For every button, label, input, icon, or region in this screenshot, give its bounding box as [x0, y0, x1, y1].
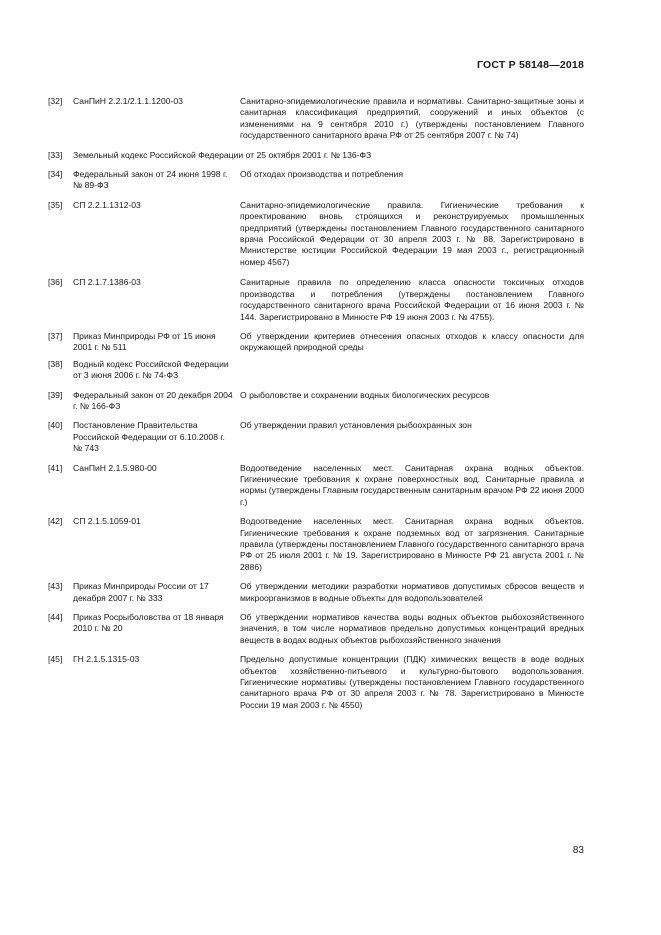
reference-item [48, 169, 584, 192]
reference-document: Приказ Минприроды России от 17 декабря 2007 г. № 333 [73, 581, 209, 603]
reference-document: СП 2.1.7.1386-03 [73, 277, 141, 288]
reference-item [48, 463, 584, 509]
reference-document: Приказ Росрыболовства от 18 января 2010 г. № 20 [73, 612, 224, 634]
reference-number: [39] [48, 389, 63, 400]
reference-description: Водоотведение населенных мест. Санитарная охрана водных объектов. Гигиенические требования к охране подземных вод от загрязнения. Санитарные правила (утверждены постановлением Главного государственного санитарного врача РФ от 25 июля 2001 г. № 19. Зарегистрировано в Минюсте РФ 21 августа 2001 г. № 2886) [240, 516, 584, 572]
reference-description: Санитарно-эпидемиологические правила и нормативы. Санитарно-защитные зоны и санитарная классификация предприятий, сооружений и иных объектов (с изменениями на 9 сентября 2010 г.) (утверждены постановлением Главного государственного санитарного врача РФ от 25 сентября 2007 г. № 74) [240, 96, 584, 141]
reference-description: Об утверждении правил установления рыбоохранных зон [240, 420, 472, 431]
reference-document: Постановление Правительства Российской Федерации от 6.10.2008 г. № 743 [73, 420, 225, 454]
reference-item [48, 331, 584, 354]
reference-description: Предельно допустимые концентрации (ПДК) химических веществ в воде водных объектов хозяйственно-питьевого и культурно-бытового водопользования. Гигиенические нормативы (утверждены постановлением Главного государственного санитарного врача РФ от 30 апреля 2003 г. № 78. Зарегистрировано в Минюсте России 19 мая 2003 г. № 4550) [240, 654, 584, 710]
reference-list [48, 96, 584, 711]
reference-document: Приказ Минприроды РФ от 15 июня 2001 г. № 511 [73, 330, 216, 353]
reference-document: Водный кодекс Российской Федерации от 3 июня 2006 г. № 74-ФЗ [73, 358, 229, 381]
reference-item [48, 200, 584, 268]
page-number: 83 [572, 845, 584, 856]
reference-number: [45] [48, 654, 63, 665]
reference-number: [32] [48, 96, 63, 106]
reference-description: Санитарные правила по определению класса опасности токсичных отходов производства и потребления (утверждены постановлением Главного государственного санитарного врача Российской Федерации от 16 июня 2003 г. № 144. Зарегистрировано в Минюсте РФ 19 июня 2003 г. № 4755). [240, 277, 584, 322]
reference-description: Об отходах производства и потребления [240, 169, 404, 180]
reference-number: [41] [48, 462, 63, 473]
reference-number: [35] [48, 199, 63, 210]
reference-document: Земельный кодекс Российской Федерации от 25 октября 2001 г. № 136-ФЗ [73, 149, 372, 160]
reference-description: Об утверждении методики разработки нормативов допустимых сбросов веществ и микроорганизмов в водные объекты для водопользователей [240, 581, 584, 603]
reference-item [48, 150, 584, 161]
reference-item [48, 390, 584, 413]
reference-document: Федеральный закон от 24 июня 1998 г. № 89-ФЗ [73, 169, 228, 191]
reference-number: [37] [48, 330, 63, 341]
reference-number: [40] [48, 420, 63, 431]
reference-document: Федеральный закон от 20 декабря 2004 г. № 166-ФЗ [73, 389, 233, 411]
reference-document: СП 2.1.5.1059-01 [73, 516, 141, 527]
reference-item [48, 581, 584, 604]
reference-description: Об утверждении критериев отнесения опасных отходов к классу опасности для окружающей природной среды [240, 330, 584, 353]
reference-item [48, 612, 584, 646]
reference-number: [44] [48, 612, 63, 623]
reference-description: Санитарно-эпидемиологические правила. Гигиенические требования к проектированию вновь строящихся и реконструируемых промышленных предприятий (утверждены постановлением Главного государственного санитарного врача Российской Федерации от 30 апреля 2003 г. № 88. Зарегистрировано в Министерстве юстиции Российской Федерации 19 мая 2003 г., регистрационный номер 4567) [240, 199, 584, 267]
document-standard-header: ГОСТ Р 58148—2018 [476, 59, 584, 71]
reference-number: [33] [48, 149, 63, 160]
reference-number: [34] [48, 169, 63, 180]
reference-item [48, 420, 584, 454]
reference-document: СП 2.2.1.1312-03 [73, 199, 141, 210]
reference-number: [36] [48, 277, 63, 288]
reference-number: [43] [48, 581, 63, 592]
reference-document: СанПиН 2.2.1/2.1.1.1200-03 [73, 96, 183, 106]
reference-number: [42] [48, 516, 63, 527]
reference-document: ГН 2.1.5.1315-03 [73, 654, 140, 665]
reference-item [48, 277, 584, 323]
reference-item [48, 359, 584, 382]
reference-description: Об утверждении нормативов качества воды водных объектов рыбохозяйственного значения, в том числе нормативов предельно допустимых концентраций вредных веществ в водах водных объектов рыбохозяйственного значения [240, 612, 584, 645]
reference-description: О рыболовстве и сохранении водных биологических ресурсов [240, 389, 490, 400]
reference-document: СанПиН 2.1.5.980-00 [73, 462, 157, 473]
reference-item [48, 96, 584, 142]
reference-item [48, 516, 584, 573]
reference-description: Водоотведение населенных мест. Санитарная охрана водных объектов. Гигиенические требования к охране поверхностных вод. Санитарные правила и нормы (утверждены Главным государственным санитарным врачом РФ 22 июня 2000 г.) [240, 462, 584, 507]
reference-number: [38] [48, 358, 63, 369]
reference-item [48, 654, 584, 711]
